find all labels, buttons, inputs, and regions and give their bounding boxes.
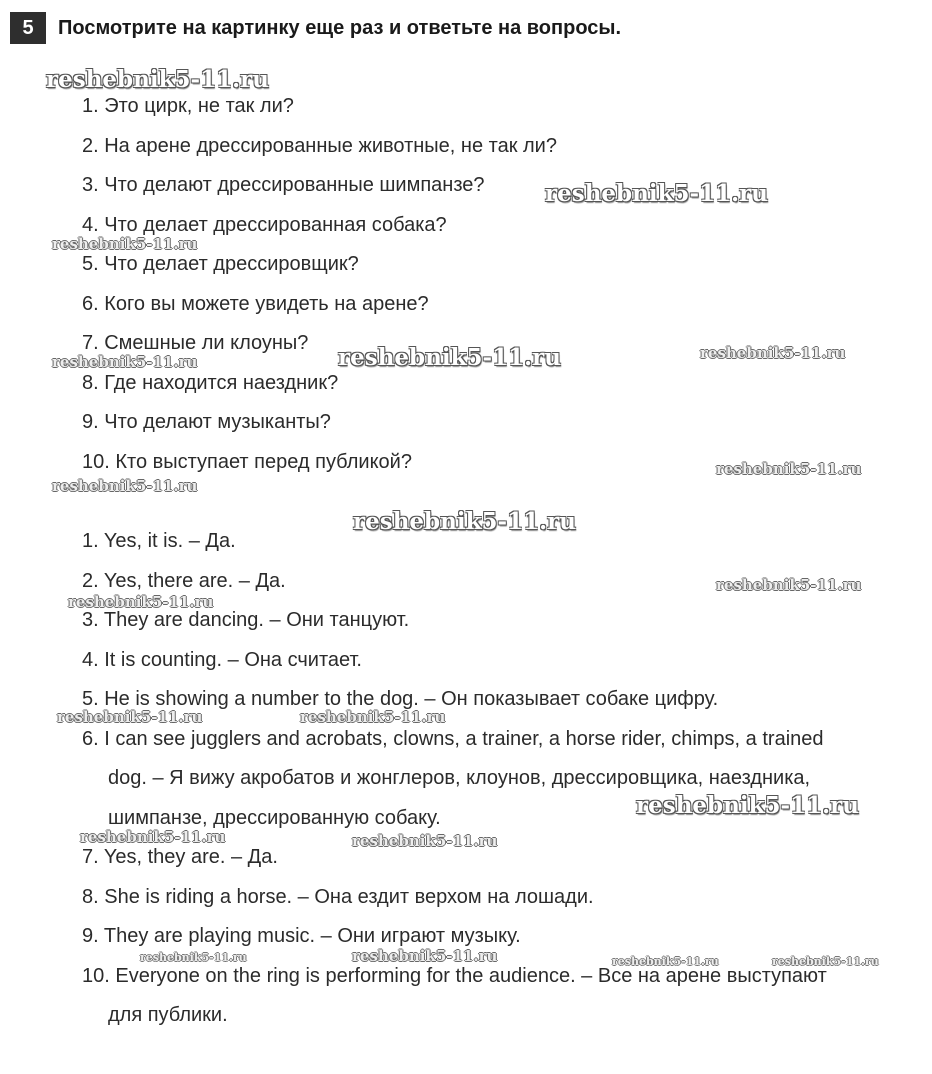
watermark: reshebnik5-11.ru xyxy=(353,508,576,535)
answer-7: 7. Yes, they are. – Да. xyxy=(82,846,278,868)
watermark: reshebnik5-11.ru xyxy=(52,477,198,495)
watermark: reshebnik5-11.ru xyxy=(338,344,561,371)
answer-6-line-1: 6. I can see jugglers and acrobats, clowns, a trainer, a horse rider, chimps, a trained xyxy=(82,728,824,750)
question-6: 6. Кого вы можете увидеть на арене? xyxy=(82,293,429,315)
watermark: reshebnik5-11.ru xyxy=(46,66,269,93)
watermark: reshebnik5-11.ru xyxy=(352,832,498,850)
answer-5: 5. He is showing a number to the dog. – Он показывает собаке цифру. xyxy=(82,688,719,710)
answer-2: 2. Yes, there are. – Да. xyxy=(82,570,286,592)
answer-10-line-1: 10. Everyone on the ring is performing for the audience. – Все на арене выступают xyxy=(82,965,827,987)
answer-6-line-3: шимпанзе, дрессированную собаку. xyxy=(108,807,441,829)
question-9: 9. Что делают музыканты? xyxy=(82,411,331,433)
question-3: 3. Что делают дрессированные шимпанзе? xyxy=(82,174,485,196)
watermark: reshebnik5-11.ru xyxy=(352,947,498,965)
answer-1: 1. Yes, it is. – Да. xyxy=(82,530,236,552)
question-5: 5. Что делает дрессировщик? xyxy=(82,253,359,275)
watermark: reshebnik5-11.ru xyxy=(716,460,862,478)
answer-8: 8. She is riding a horse. – Она ездит верхом на лошади. xyxy=(82,886,594,908)
answer-10-line-2: для публики. xyxy=(108,1004,228,1026)
question-8: 8. Где находится наездник? xyxy=(82,372,339,394)
watermark: reshebnik5-11.ru xyxy=(716,576,862,594)
watermark: reshebnik5-11.ru xyxy=(52,235,198,253)
watermark: reshebnik5-11.ru xyxy=(68,593,214,611)
question-2: 2. На арене дрессированные животные, не так ли? xyxy=(82,135,557,157)
watermark: reshebnik5-11.ru xyxy=(700,344,846,362)
question-1: 1. Это цирк, не так ли? xyxy=(82,95,294,117)
exercise-instruction: Посмотрите на картинку еще раз и ответьте на вопросы. xyxy=(58,16,622,39)
watermark: reshebnik5-11.ru xyxy=(612,955,719,968)
answer-6-line-2: dog. – Я вижу акробатов и жонглеров, клоунов, дрессировщика, наездника, xyxy=(108,767,811,789)
watermark: reshebnik5-11.ru xyxy=(140,951,247,964)
exercise-header xyxy=(10,12,621,44)
question-10: 10. Кто выступает перед публикой? xyxy=(82,451,412,473)
watermark: reshebnik5-11.ru xyxy=(52,353,198,371)
watermark: reshebnik5-11.ru xyxy=(772,955,879,968)
watermark: reshebnik5-11.ru xyxy=(300,708,446,726)
watermark: reshebnik5-11.ru xyxy=(636,792,859,819)
exercise-number-badge: 5 xyxy=(10,12,46,44)
answer-4: 4. It is counting. – Она считает. xyxy=(82,649,362,671)
question-7: 7. Смешные ли клоуны? xyxy=(82,332,309,354)
watermark: reshebnik5-11.ru xyxy=(545,180,768,207)
answer-3: 3. They are dancing. – Они танцуют. xyxy=(82,609,410,631)
answer-9: 9. They are playing music. – Они играют музыку. xyxy=(82,925,521,947)
watermark: reshebnik5-11.ru xyxy=(57,708,203,726)
watermark: reshebnik5-11.ru xyxy=(80,828,226,846)
question-4: 4. Что делает дрессированная собака? xyxy=(82,214,447,236)
